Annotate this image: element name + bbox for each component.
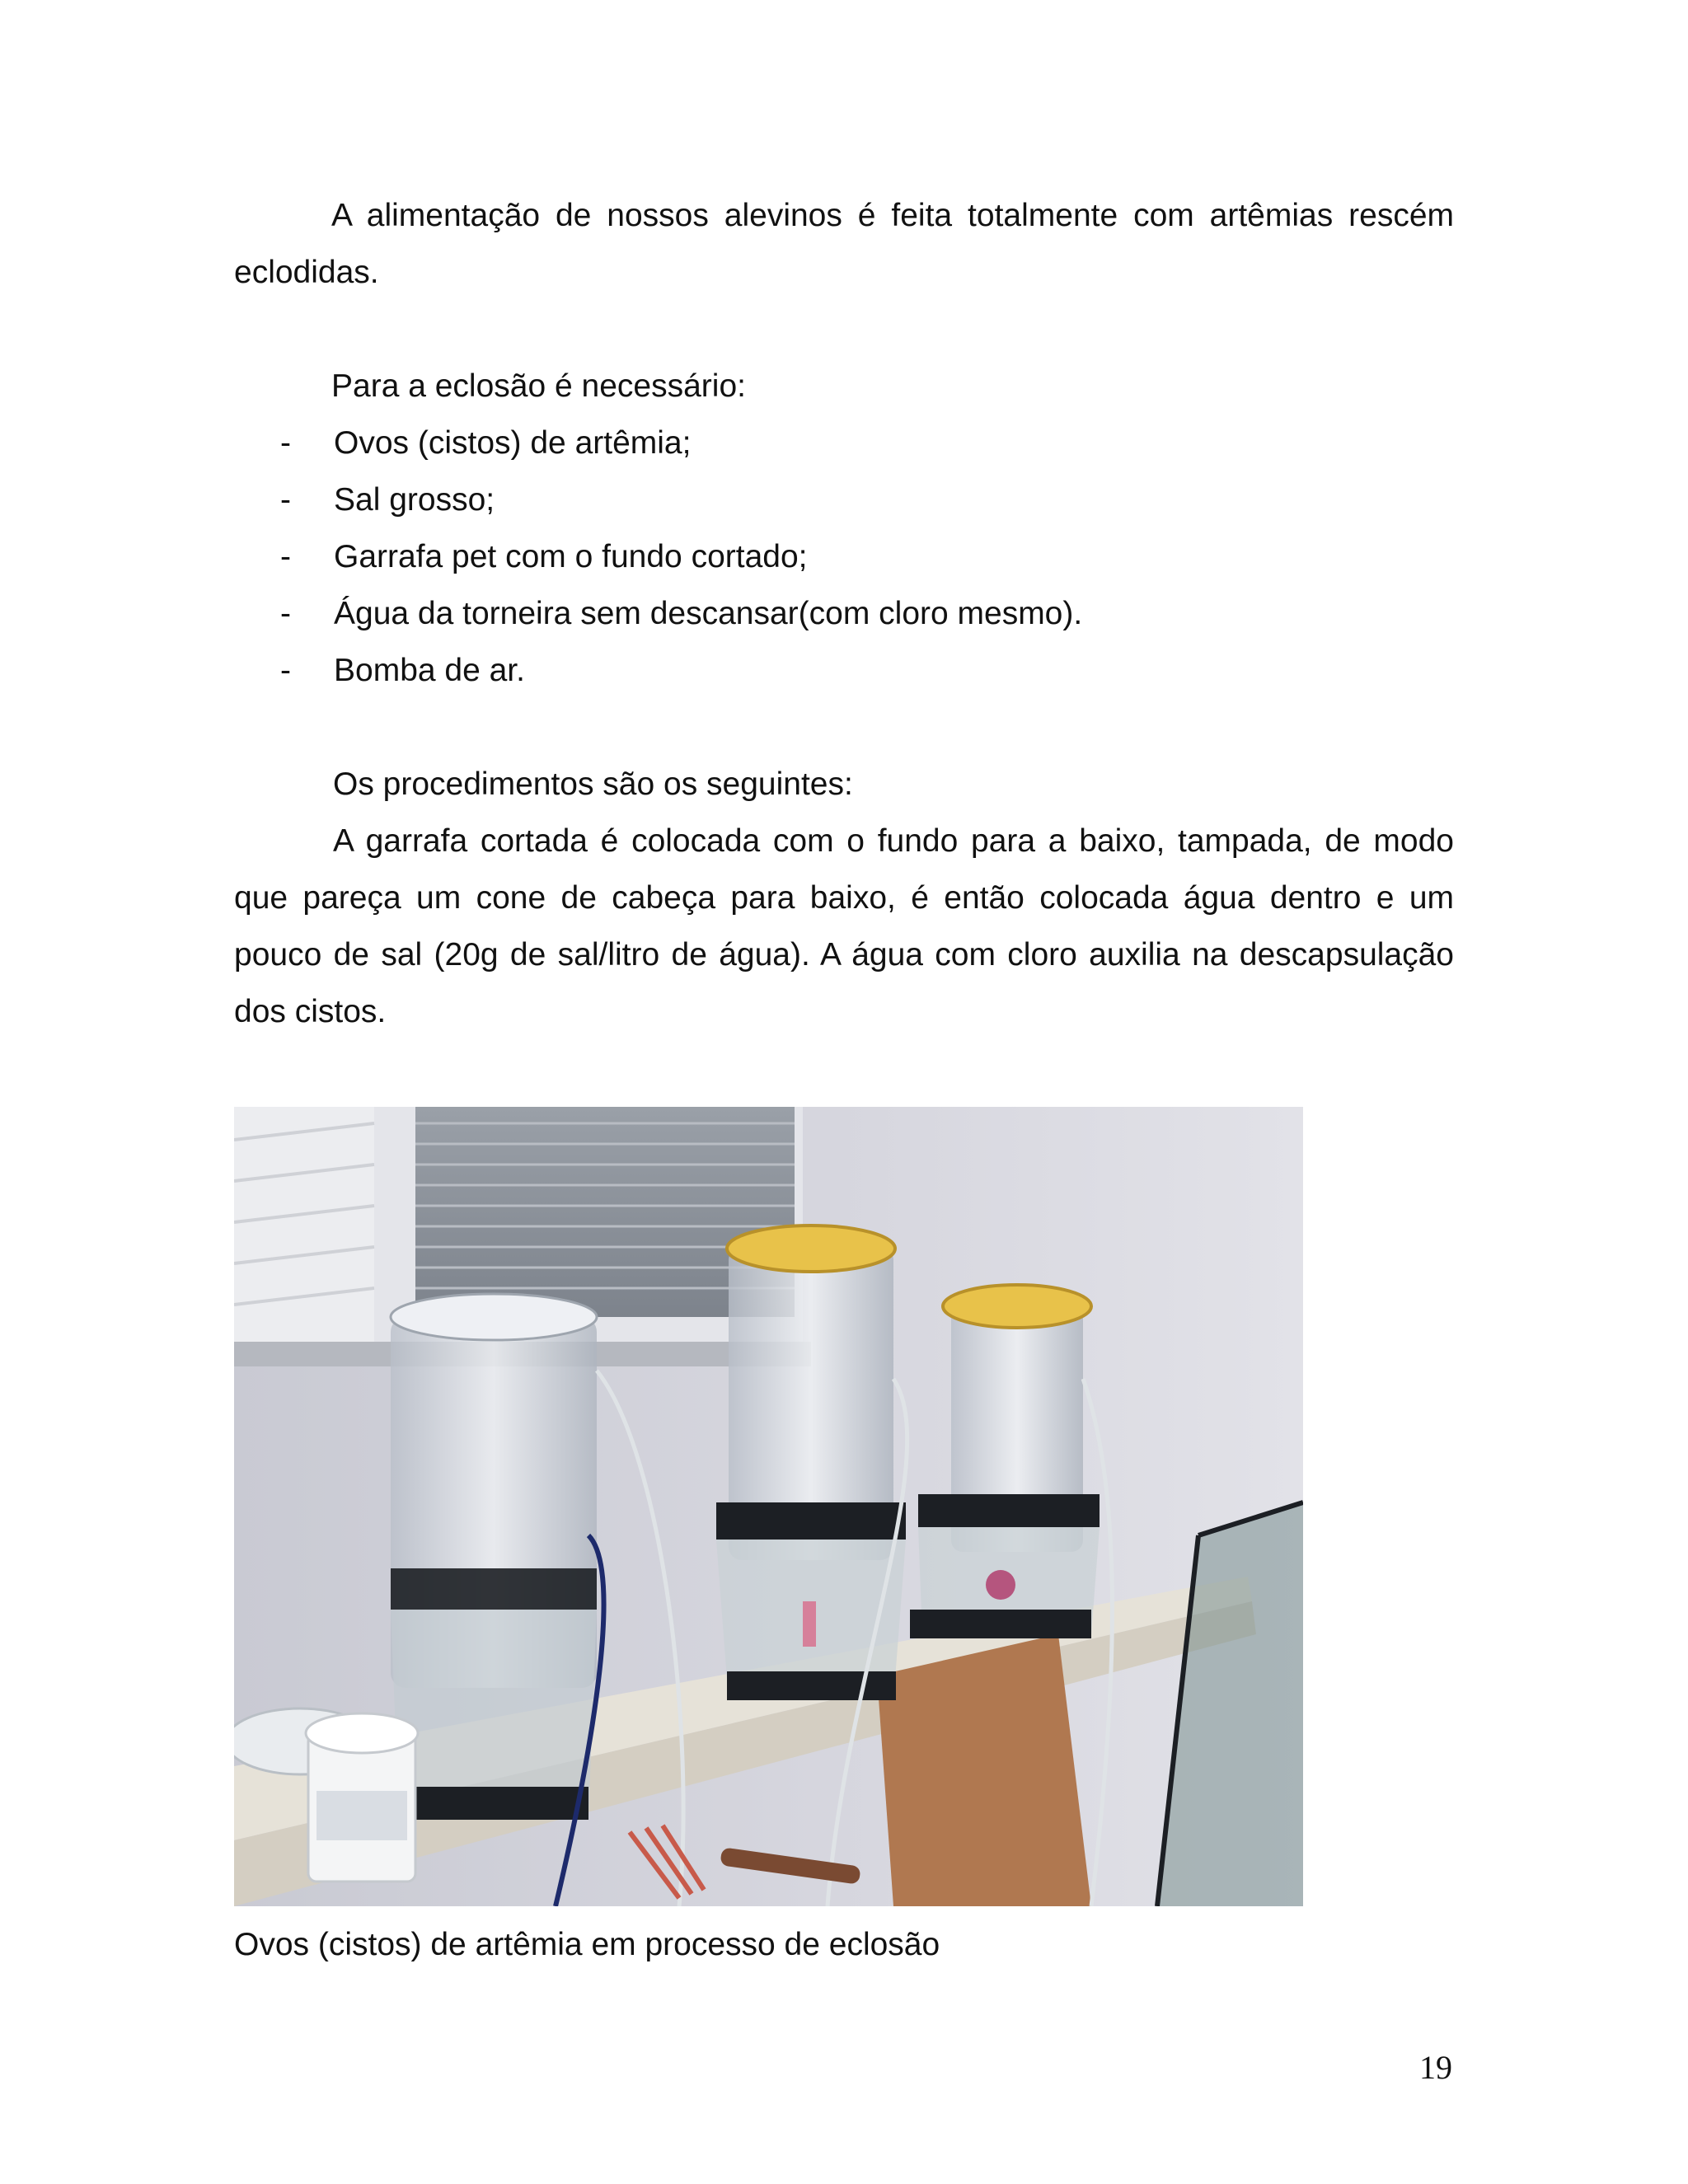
list-item-text: Bomba de ar.: [334, 653, 525, 688]
list-item-text: Sal grosso;: [334, 482, 495, 518]
list-marker: -: [280, 539, 291, 574]
list-marker: -: [280, 425, 291, 461]
requirements-heading: Para a eclosão é necessário:: [331, 368, 746, 404]
list-marker: -: [280, 596, 291, 631]
list-item: [280, 585, 1082, 642]
list-item: [280, 642, 1082, 699]
list-item: [280, 415, 1082, 471]
list-marker: -: [280, 482, 291, 518]
list-item-text: Ovos (cistos) de artêmia;: [334, 425, 692, 461]
list-item: [280, 528, 1082, 585]
list-marker: -: [280, 653, 291, 688]
hatching-bottle-left: [391, 1294, 604, 1906]
photo-caption: Ovos (cistos) de artêmia em processo de eclosão: [234, 1927, 940, 1962]
requirements-list: [280, 415, 1082, 699]
procedures-heading: Os procedimentos são os seguintes:: [333, 766, 853, 802]
list-item-text: Garrafa pet com o fundo cortado;: [334, 539, 808, 574]
page-number: 19: [1419, 2049, 1452, 2086]
list-item-text: Água da torneira sem descansar(com cloro mesmo).: [334, 596, 1083, 631]
procedure-paragraph: A garrafa cortada é colocada com o fundo para a baixo, tampada, de modo que pareça um cone de cabeça para baixo, é então colocada água dentro e um pouco de sal (20g de sal/litro de água). A água com cloro auxilia na descapsulação dos cistos.: [234, 823, 1454, 1029]
hatchery-photo: [234, 1107, 1303, 1906]
list-item: [280, 471, 1082, 528]
intro-paragraph: A alimentação de nossos alevinos é feita totalmente com artêmias rescém eclodidas.: [234, 198, 1454, 290]
